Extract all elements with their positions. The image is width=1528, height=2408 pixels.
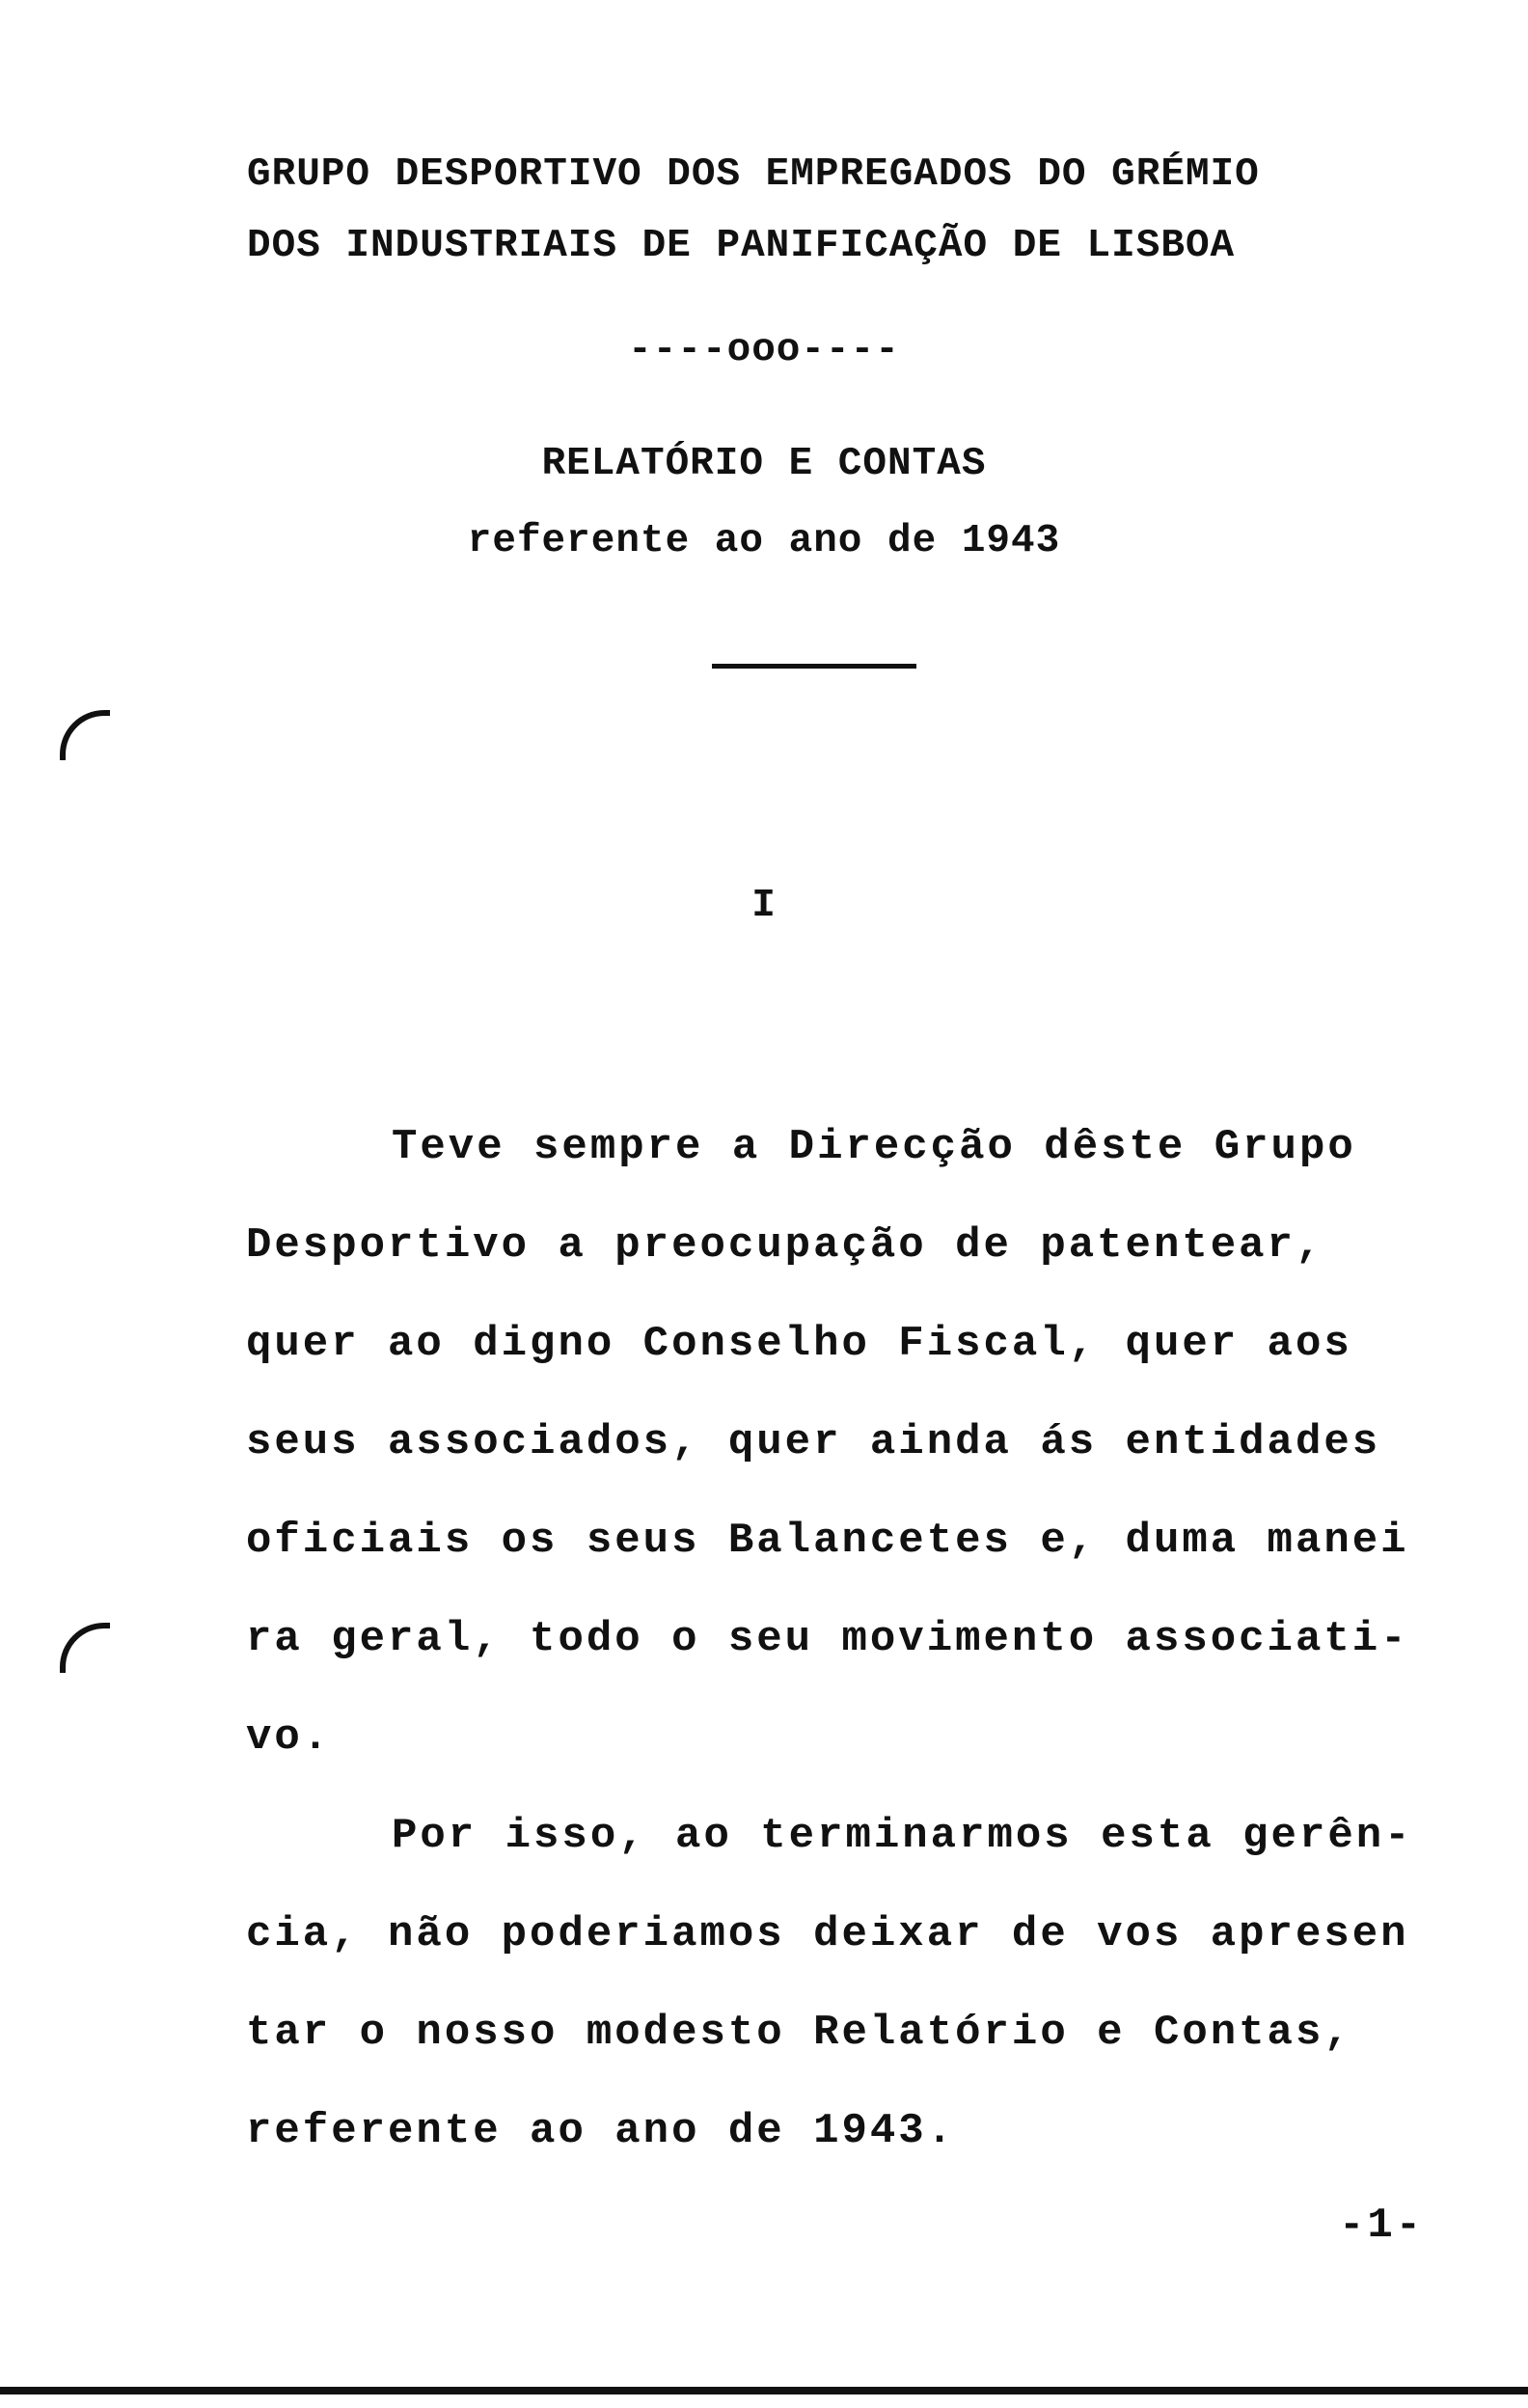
page-bottom-edge: [0, 2387, 1528, 2394]
paragraph-1-line: Teve sempre a Direcção dêste Grupo: [392, 1123, 1356, 1171]
paragraph-1-line: Desportivo a preocupação de patentear,: [246, 1221, 1324, 1270]
punch-hole-mark: [60, 1623, 110, 1673]
paragraph-2-line: cia, não poderiamos deixar de vos apresen: [246, 1910, 1409, 1958]
paragraph-1-line: ra geral, todo o seu movimento associati-: [246, 1615, 1409, 1663]
paragraph-2-line: referente ao ano de 1943.: [246, 2107, 956, 2155]
document-title: RELATÓRIO E CONTAS: [541, 442, 987, 486]
page-number: -1-: [1339, 2202, 1425, 2250]
paragraph-1-line: vo.: [246, 1713, 332, 1762]
header-separator: ----ooo----: [628, 328, 900, 372]
section-numeral: I: [751, 884, 777, 928]
paragraph-2-line: tar o nosso modesto Relatório e Contas,: [246, 2009, 1352, 2057]
header-line-1: GRUPO DESPORTIVO DOS EMPREGADOS DO GRÉMIO: [247, 152, 1260, 197]
document-subtitle: referente ao ano de 1943: [467, 519, 1061, 563]
paragraph-1-line: oficiais os seus Balancetes e, duma manei: [246, 1517, 1409, 1565]
header-line-2: DOS INDUSTRIAIS DE PANIFICAÇÃO DE LISBOA: [247, 224, 1236, 268]
paragraph-1-line: quer ao digno Conselho Fiscal, quer aos: [246, 1320, 1352, 1368]
paragraph-2-line: Por isso, ao terminarmos esta gerên-: [392, 1812, 1413, 1860]
title-rule: [712, 664, 916, 669]
paragraph-1-line: seus associados, quer ainda ás entidades: [246, 1418, 1381, 1466]
punch-hole-mark: [60, 710, 110, 760]
